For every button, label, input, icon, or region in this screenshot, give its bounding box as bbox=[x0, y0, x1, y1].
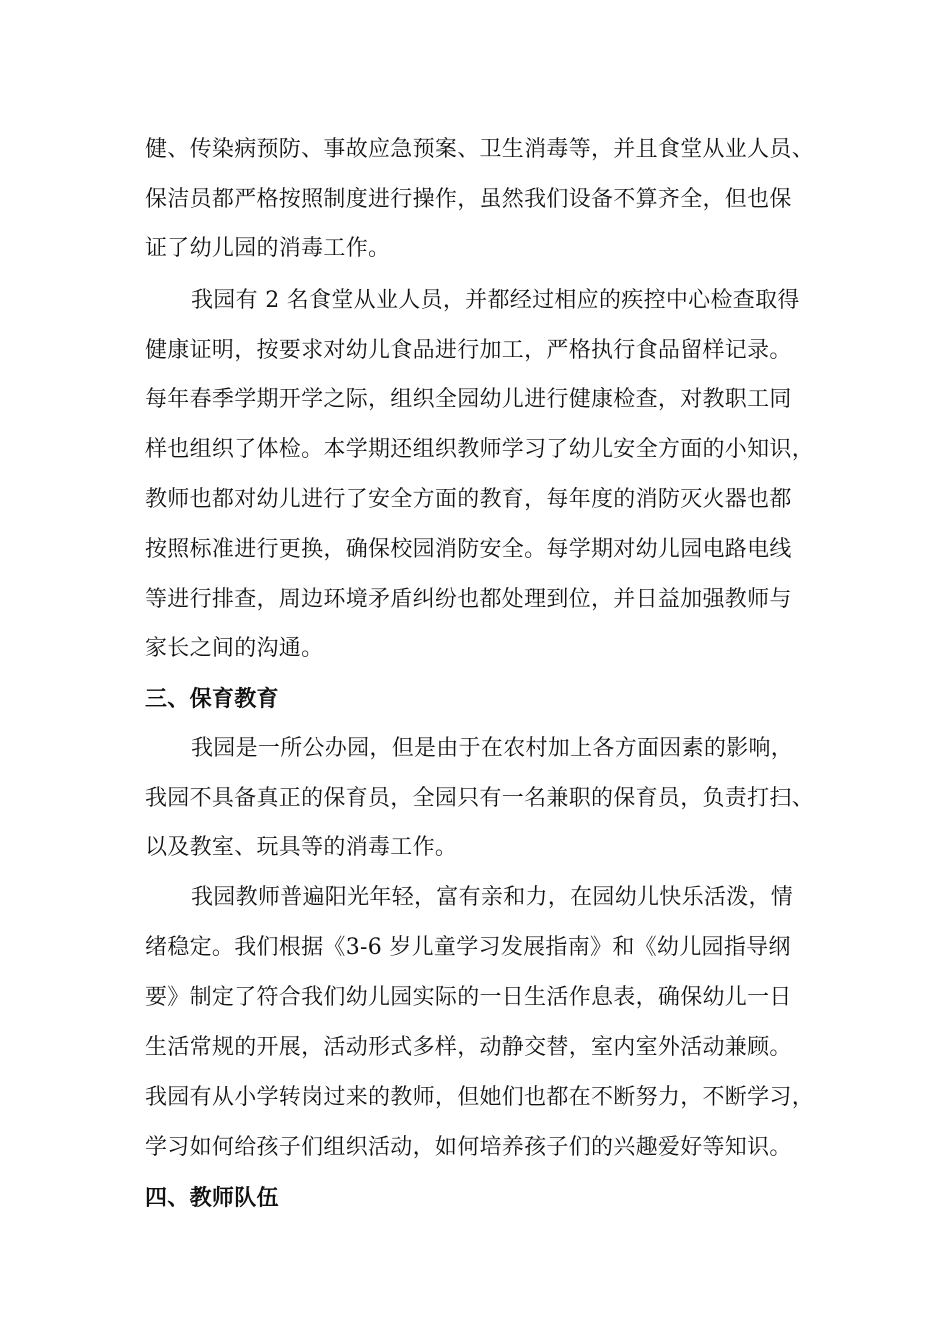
body-text-line: 按照标准进行更换，确保校园消防安全。每学期对幼儿园电路电线 bbox=[145, 537, 792, 562]
body-text-line: 生活常规的开展，活动形式多样，动静交替，室内室外活动兼顾。 bbox=[145, 1035, 792, 1060]
body-text-line: 健康证明，按要求对幼儿食品进行加工，严格执行食品留样记录。 bbox=[145, 338, 792, 363]
body-text-line: 教师也都对幼儿进行了安全方面的教育，每年度的消防灭火器也都 bbox=[145, 487, 792, 512]
body-text-line: 健、传染病预防、事故应急预案、卫生消毒等，并且食堂从业人员、 bbox=[145, 137, 815, 162]
body-text-line: 保洁员都严格按照制度进行操作，虽然我们设备不算齐全，但也保 bbox=[145, 187, 792, 212]
section-heading: 四、教师队伍 bbox=[145, 1185, 279, 1211]
paragraph-first-line: 我园是一所公办园，但是由于在农村加上各方面因素的影响， bbox=[191, 736, 794, 761]
body-text-line: 等进行排查，周边环境矛盾纠纷也都处理到位，并日益加强教师与 bbox=[145, 587, 792, 612]
section-heading: 三、保育教育 bbox=[145, 686, 279, 712]
body-text-line: 我园有从小学转岗过来的教师，但她们也都在不断努力，不断学习， bbox=[145, 1085, 815, 1110]
body-text-line: 以及教室、玩具等的消毒工作。 bbox=[145, 835, 458, 860]
paragraph-first-line: 我园教师普遍阳光年轻，富有亲和力，在园幼儿快乐活泼，情 bbox=[191, 885, 794, 910]
body-text-line: 我园不具备真正的保育员，全园只有一名兼职的保育员，负责打扫、 bbox=[145, 786, 815, 811]
paragraph-first-line: 我园有 2 名食堂从业人员，并都经过相应的疾控中心检查取得 bbox=[191, 288, 800, 313]
body-text-line: 证了幼儿园的消毒工作。 bbox=[145, 236, 391, 261]
body-text-line: 绪稳定。我们根据《3-6 岁儿童学习发展指南》和《幼儿园指导纲 bbox=[145, 935, 791, 960]
body-text-line: 学习如何给孩子们组织活动，如何培养孩子们的兴趣爱好等知识。 bbox=[145, 1135, 792, 1160]
body-text-line: 家长之间的沟通。 bbox=[145, 636, 324, 661]
body-text-line: 样也组织了体检。本学期还组织教师学习了幼儿安全方面的小知识， bbox=[145, 437, 815, 462]
body-text-line: 要》制定了符合我们幼儿园实际的一日生活作息表，确保幼儿一日 bbox=[145, 985, 792, 1010]
body-text-line: 每年春季学期开学之际，组织全园幼儿进行健康检查，对教职工同 bbox=[145, 387, 792, 412]
